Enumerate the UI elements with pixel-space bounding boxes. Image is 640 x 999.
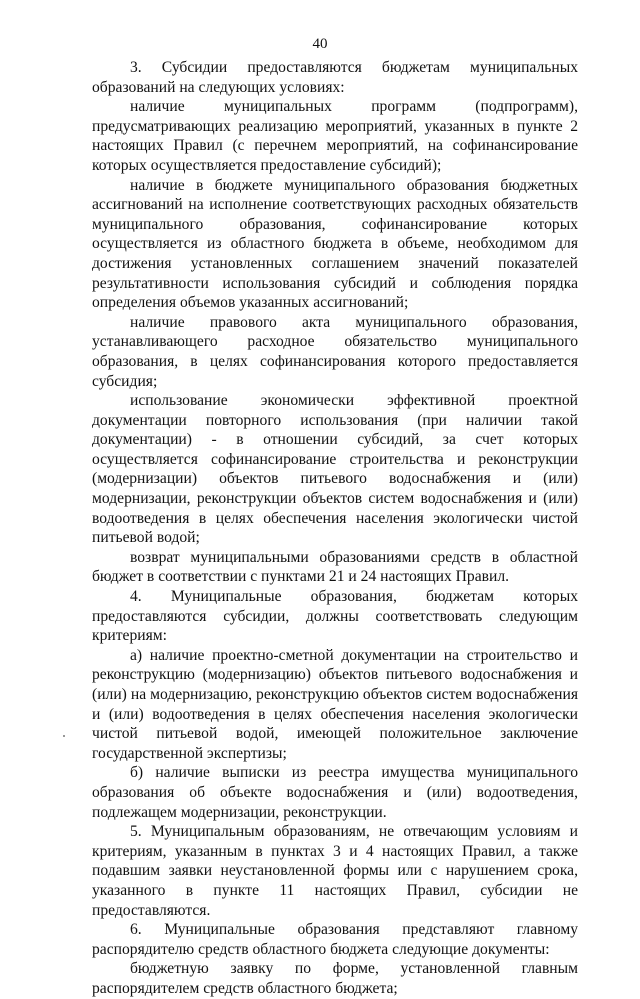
paragraph-criterion-a: а) наличие проектно-сметной документации на строительство и реконструкцию (модернизацию) объектов питьевого водоснабжения и (или) на модернизацию, реконструкцию объектов систем водоснабжения и (или) водоотведения в целях обеспечения населения экологически чистой питьевой водой, имеющей положительное заключение государственной экспертизы;	[92, 646, 578, 762]
paragraph-design-documentation: использование экономически эффективной проектной документации повторного использования (при наличии такой документации) - в отношении субсидий, за счет которых осуществляется софинансирование строительства и реконструкции (модернизации) объектов питьевого водоснабжения и (или) модернизации, реконструкции объектов систем водоснабжения и (или) водоотведения в целях обеспечения населения экологически чистой питьевой водой;	[92, 392, 578, 547]
scan-mark	[63, 735, 65, 737]
paragraph-legal-act: наличие правового акта муниципального образования, устанавливающего расходное обязательство муниципального образования, в целях софинансирования которого предоставляется субсидия;	[92, 313, 578, 390]
paragraph-5-refusal: 5. Муниципальным образованиям, не отвечающим условиям и критериям, указанным в пунктах 3 и 4 настоящих Правил, а также подавшим заявки неустановленной формы или с нарушением срока, указанного в пункте 11 настоящих Правил, субсидии не предоставляются.	[92, 823, 578, 919]
document-body	[92, 58, 578, 999]
paragraph-3-conditions: 3. Субсидии предоставляются бюджетам муниципальных образований на следующих условиях:	[92, 59, 578, 96]
page-number: 40	[312, 36, 328, 52]
paragraph-funds-return: возврат муниципальными образованиями средств в областной бюджет в соответствии с пунктами 21 и 24 настоящих Правил.	[92, 548, 578, 586]
paragraph-4-criteria: 4. Муниципальные образования, бюджетам которых предоставляются субсидии, должны соответствовать следующим критериям:	[92, 588, 578, 645]
paragraph-municipal-programs: наличие муниципальных программ (подпрограмм), предусматривающих реализацию мероприятий, указанных в пункте 2 настоящих Правил (с перечнем мероприятий, на софинансирование которых осуществляется предоставление субсидий);	[92, 98, 578, 174]
paragraph-budget-allocations: наличие в бюджете муниципального образования бюджетных ассигнований на исполнение соответствующих расходных обязательств муниципального образования, софинансирование которых осуществляется из областного бюджета в объеме, необходимом для достижения установленных соглашением значений показателей результативности использования субсидий и соблюдения порядка определения объемов указанных ассигнований;	[92, 176, 578, 312]
paragraph-budget-request: бюджетную заявку по форме, установленной главным распорядителем средств областного бюджета;	[92, 960, 578, 997]
paragraph-criterion-b: б) наличие выписки из реестра имущества муниципального образования об объекте водоснабжения и (или) водоотведения, подлежащем модернизации, реконструкции.	[92, 764, 578, 821]
paragraph-6-documents: 6. Муниципальные образования представляют главному распорядителю средств областного бюджета следующие документы:	[92, 921, 578, 958]
